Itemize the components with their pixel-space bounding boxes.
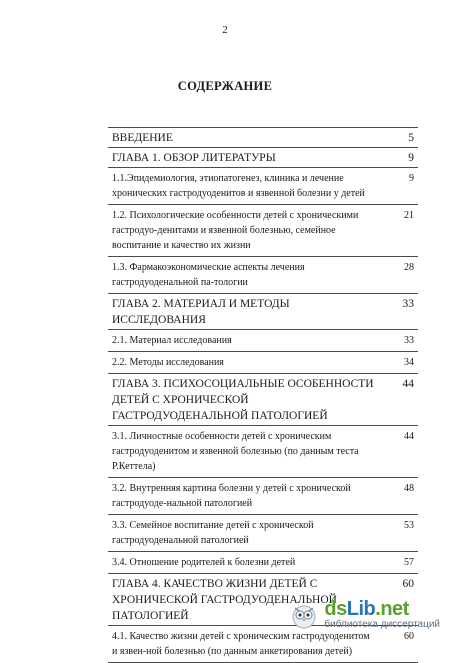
toc-row: [108, 257, 418, 294]
toc-entry-page: 60: [404, 631, 414, 642]
toc-entry-page: 34: [404, 357, 414, 368]
toc-row: [108, 374, 418, 426]
toc-entry-text: 1.2. Психологические особенности детей с хроническими гастродуо-денитами и язвенной болезнью, семейное воспитание и качество их жизни: [112, 210, 359, 251]
toc-entry-text: ГЛАВА 4. КАЧЕСТВО ЖИЗНИ ДЕТЕЙ С ХРОНИЧЕСКОЙ ГАСТРОДУОДЕНАЛЬНОЙ ПАТОЛОГИЕЙ: [112, 578, 337, 622]
dslib-watermark: [289, 599, 440, 630]
toc-entry-page: 44: [402, 378, 414, 390]
toc-entry-text: 4.1. Качество жизни детей с хроническим гастродуоденитом и язвен-ной болезнью (по данным анкетирования детей): [112, 631, 370, 657]
toc-row: [108, 294, 418, 330]
toc-entry-page: 33: [402, 298, 414, 310]
toc-row: [108, 148, 418, 168]
toc-entry-text: ГЛАВА 2. МАТЕРИАЛ И МЕТОДЫ ИССЛЕДОВАНИЯ: [112, 298, 290, 326]
toc-title: СОДЕРЖАНИЕ: [177, 79, 273, 93]
toc-row: [108, 478, 418, 515]
toc-entry-page: 21: [404, 210, 414, 221]
toc-entry-page: 44: [404, 431, 414, 442]
page-number: 2: [222, 24, 228, 36]
toc-row: [108, 352, 418, 374]
toc-entry-page: 60: [402, 578, 414, 590]
toc-entry-page: 28: [404, 262, 414, 273]
toc-entry-text: 2.2. Методы исследования: [112, 357, 224, 368]
owl-logo-icon: [289, 600, 319, 630]
toc-entry-page: 48: [404, 483, 414, 494]
brand-net: .net: [375, 598, 409, 620]
toc-row: [108, 127, 418, 148]
toc-entry-page: 57: [404, 557, 414, 568]
toc-row: [108, 426, 418, 478]
toc-entry-page: 53: [404, 520, 414, 531]
toc-entry-page: 9: [409, 173, 414, 184]
toc-entry-text: ГЛАВА 1. ОБЗОР ЛИТЕРАТУРЫ: [112, 152, 276, 164]
toc-entry-text: 3.1. Личностные особенности детей с хроническим гастродуоденитом и язвенной болезнью (по данным теста Р.Кеттела): [112, 431, 359, 472]
brand-lib: Lib: [346, 598, 376, 620]
toc-entry-page: 5: [408, 132, 414, 144]
watermark-brand: [324, 599, 440, 619]
toc-entry-page: 33: [404, 335, 414, 346]
toc-entry-page: 9: [408, 152, 414, 164]
toc-entry-text: 3.3. Семейное воспитание детей с хронической гастродуоденальной патологией: [112, 520, 314, 546]
toc-entry-text: 3.4. Отношение родителей к болезни детей: [112, 557, 296, 568]
toc-row: [108, 205, 418, 257]
toc-entry-text: 2.1. Материал исследования: [112, 335, 232, 346]
toc-row: [108, 168, 418, 205]
toc-row: [108, 552, 418, 574]
toc-row: [108, 515, 418, 552]
brand-ds: ds: [324, 598, 347, 620]
table-of-contents: [108, 127, 418, 663]
toc-entry-text: 1.1.Эпидемиология, этиопатогенез, клиника и лечение хронических гастродуоденитов и язвенной болезни у детей: [112, 173, 365, 199]
toc-row: [108, 330, 418, 352]
toc-entry-text: 3.2. Внутренняя картина болезни у детей с хронической гастродуоде-нальной патологией: [112, 483, 351, 509]
watermark-subtitle: библиотека диссертаций: [324, 619, 440, 630]
toc-entry-text: ГЛАВА 3. ПСИХОСОЦИАЛЬНЫЕ ОСОБЕННОСТИ ДЕТЕЙ С ХРОНИЧЕСКОЙ ГАСТРОДУОДЕНАЛЬНОЙ ПАТОЛОГИЕЙ: [112, 378, 374, 422]
toc-entry-text: ВВЕДЕНИЕ: [112, 132, 173, 144]
toc-entry-text: 1.3. Фармакоэкономические аспекты лечения гастродуоденальной па-тологии: [112, 262, 305, 288]
toc-row: [108, 626, 418, 663]
